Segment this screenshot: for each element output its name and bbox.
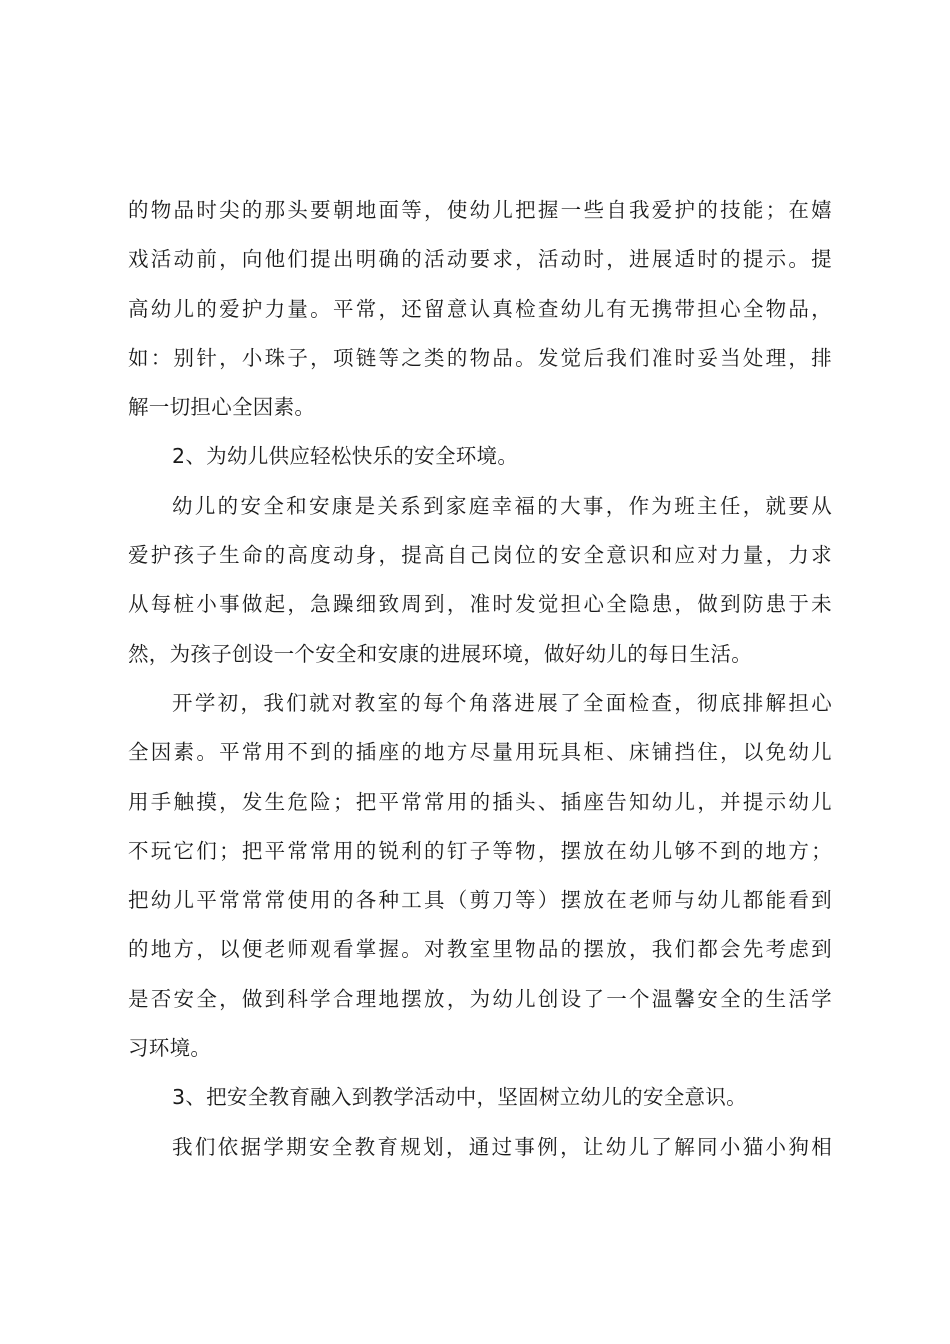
text-line-13: 用手触摸，发生危险；把平常常用的插头、插座告知幼儿，并提示幼儿	[128, 789, 832, 814]
text-line-3: 高幼儿的爱护力量。平常，还留意认真检查幼儿有无携带担心全物品，	[128, 296, 832, 321]
text-line-11: 开学初，我们就对教室的每个角落进展了全面检查，彻底排解担心	[172, 690, 832, 715]
text-line-2: 戏活动前，向他们提出明确的活动要求，活动时，进展适时的提示。提	[128, 247, 832, 272]
text-line-17: 是否安全，做到科学合理地摆放，为幼儿创设了一个温馨安全的生活学	[128, 986, 832, 1011]
text-line-5: 解一切担心全因素。	[128, 395, 316, 420]
text-line-12: 全因素。平常用不到的插座的地方尽量用玩具柜、床铺挡住，以免幼儿	[128, 740, 832, 765]
text-line-15: 把幼儿平常常常使用的各种工具（剪刀等）摆放在老师与幼儿都能看到	[128, 888, 832, 913]
text-line-8: 爱护孩子生命的高度动身，提高自己岗位的安全意识和应对力量，力求	[128, 543, 832, 568]
text-line-14: 不玩它们；把平常常用的锐利的钉子等物，摆放在幼儿够不到的地方；	[128, 838, 832, 863]
text-line-20: 我们依据学期安全教育规划，通过事例，让幼儿了解同小猫小狗相	[172, 1134, 832, 1159]
text-line-7: 幼儿的安全和安康是关系到家庭幸福的大事，作为班主任，就要从	[172, 493, 832, 518]
text-line-18: 习环境。	[128, 1036, 212, 1061]
section-heading-3: 3、把安全教育融入到教学活动中，坚固树立幼儿的安全意识。	[172, 1085, 747, 1110]
text-line-1: 的物品时尖的那头要朝地面等，使幼儿把握一些自我爱护的技能；在嬉	[128, 198, 832, 222]
text-line-16: 的地方，以便老师观看掌握。对教室里物品的摆放，我们都会先考虑到	[128, 937, 832, 962]
text-line-4: 如：别针，小珠子，项链等之类的物品。发觉后我们准时妥当处理，排	[128, 345, 832, 370]
text-line-10: 然，为孩子创设一个安全和安康的进展环境，做好幼儿的每日生活。	[128, 641, 752, 666]
body-text	[128, 186, 832, 1172]
text-line-9: 从每桩小事做起，急躁细致周到，准时发觉担心全隐患，做到防患于未	[128, 592, 832, 617]
section-heading-2: 2、为幼儿供应轻松快乐的安全环境。	[172, 444, 519, 469]
